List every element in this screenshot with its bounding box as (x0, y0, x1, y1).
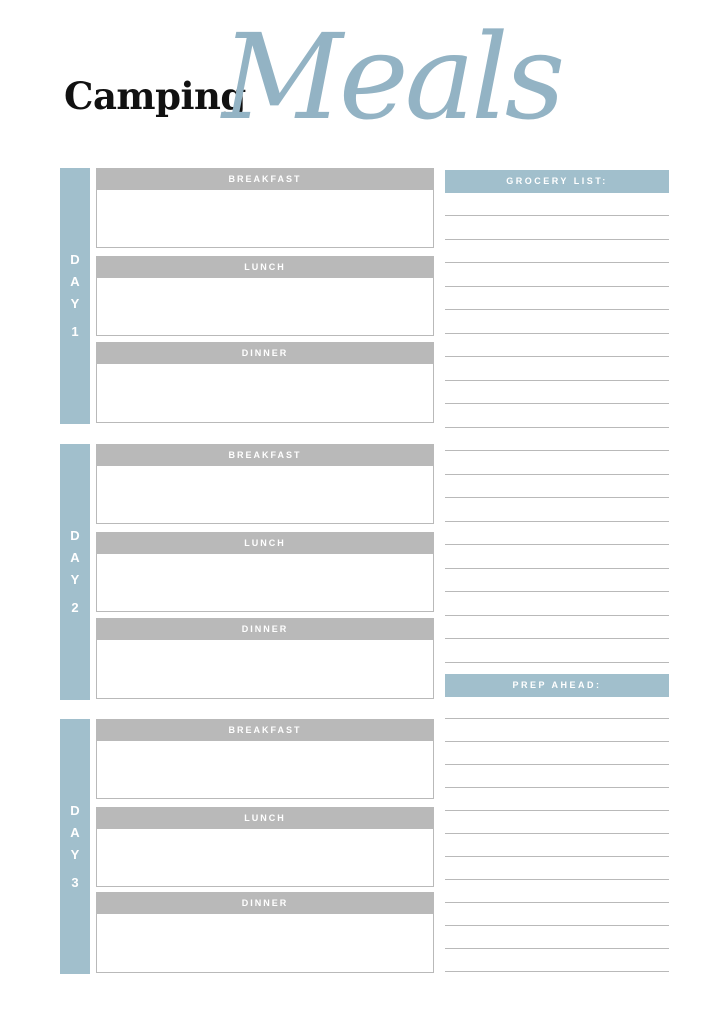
prep-ahead-line[interactable] (445, 948, 669, 949)
grocery-list-line[interactable] (445, 333, 669, 334)
prep-ahead-line[interactable] (445, 902, 669, 903)
grocery-list-header: GROCERY LIST: (445, 170, 669, 193)
day-number: 3 (71, 874, 79, 890)
day-3-breakfast-box[interactable] (96, 741, 434, 799)
grocery-list-line[interactable] (445, 356, 669, 357)
day-number: 2 (71, 600, 79, 615)
day-3-dinner-box[interactable] (96, 914, 434, 973)
grocery-list-line[interactable] (445, 521, 669, 522)
prep-ahead-line[interactable] (445, 833, 669, 834)
day-1-dinner-box[interactable] (96, 364, 434, 423)
prep-ahead-line[interactable] (445, 810, 669, 811)
grocery-list-line[interactable] (445, 662, 669, 663)
prep-ahead-line[interactable] (445, 718, 669, 719)
day-letter: A (70, 824, 80, 840)
day-letter: A (70, 550, 80, 565)
grocery-list-line[interactable] (445, 615, 669, 616)
prep-ahead-line[interactable] (445, 856, 669, 857)
grocery-list-line[interactable] (445, 403, 669, 404)
prep-ahead-line[interactable] (445, 971, 669, 972)
day-letter: Y (70, 572, 80, 587)
day-2-breakfast-header: BREAKFAST (96, 444, 434, 466)
grocery-list-line[interactable] (445, 380, 669, 381)
grocery-list-line[interactable] (445, 427, 669, 428)
day-number: 1 (71, 324, 79, 339)
title-camping: Camping (64, 74, 246, 118)
prep-ahead-line[interactable] (445, 741, 669, 742)
grocery-list-line[interactable] (445, 591, 669, 592)
day-1-breakfast-header: BREAKFAST (96, 168, 434, 190)
grocery-list-line[interactable] (445, 474, 669, 475)
prep-ahead-header: PREP AHEAD: (445, 674, 669, 697)
day-3-lunch-box[interactable] (96, 829, 434, 887)
day-1-lunch-box[interactable] (96, 278, 434, 336)
grocery-list-line[interactable] (445, 286, 669, 287)
day-letter: D (70, 252, 80, 267)
day-letter: Y (70, 846, 80, 862)
day-3-tab (60, 719, 90, 974)
day-3-lunch-header: LUNCH (96, 807, 434, 829)
day-1-tab (60, 168, 90, 424)
day-2-lunch-box[interactable] (96, 554, 434, 612)
day-letter: Y (70, 296, 80, 311)
day-1-lunch-header: LUNCH (96, 256, 434, 278)
day-2-breakfast-box[interactable] (96, 466, 434, 524)
grocery-list-line[interactable] (445, 262, 669, 263)
grocery-list-line[interactable] (445, 497, 669, 498)
grocery-list-line[interactable] (445, 638, 669, 639)
day-3-breakfast-header: BREAKFAST (96, 719, 434, 741)
day-3-dinner-header: DINNER (96, 892, 434, 914)
day-2-dinner-header: DINNER (96, 618, 434, 640)
day-2-dinner-box[interactable] (96, 640, 434, 699)
prep-ahead-line[interactable] (445, 787, 669, 788)
prep-ahead-line[interactable] (445, 879, 669, 880)
day-2-lunch-header: LUNCH (96, 532, 434, 554)
day-letter: D (70, 802, 80, 818)
title-meals-script: Meals (222, 8, 562, 146)
grocery-list-line[interactable] (445, 239, 669, 240)
grocery-list-line[interactable] (445, 450, 669, 451)
day-2-tab (60, 444, 90, 700)
grocery-list-line[interactable] (445, 568, 669, 569)
prep-ahead-line[interactable] (445, 925, 669, 926)
grocery-list-line[interactable] (445, 544, 669, 545)
day-letter: A (70, 274, 80, 289)
day-1-dinner-header: DINNER (96, 342, 434, 364)
prep-ahead-line[interactable] (445, 764, 669, 765)
day-letter: D (70, 528, 80, 543)
grocery-list-line[interactable] (445, 309, 669, 310)
grocery-list-line[interactable] (445, 215, 669, 216)
day-1-breakfast-box[interactable] (96, 190, 434, 248)
